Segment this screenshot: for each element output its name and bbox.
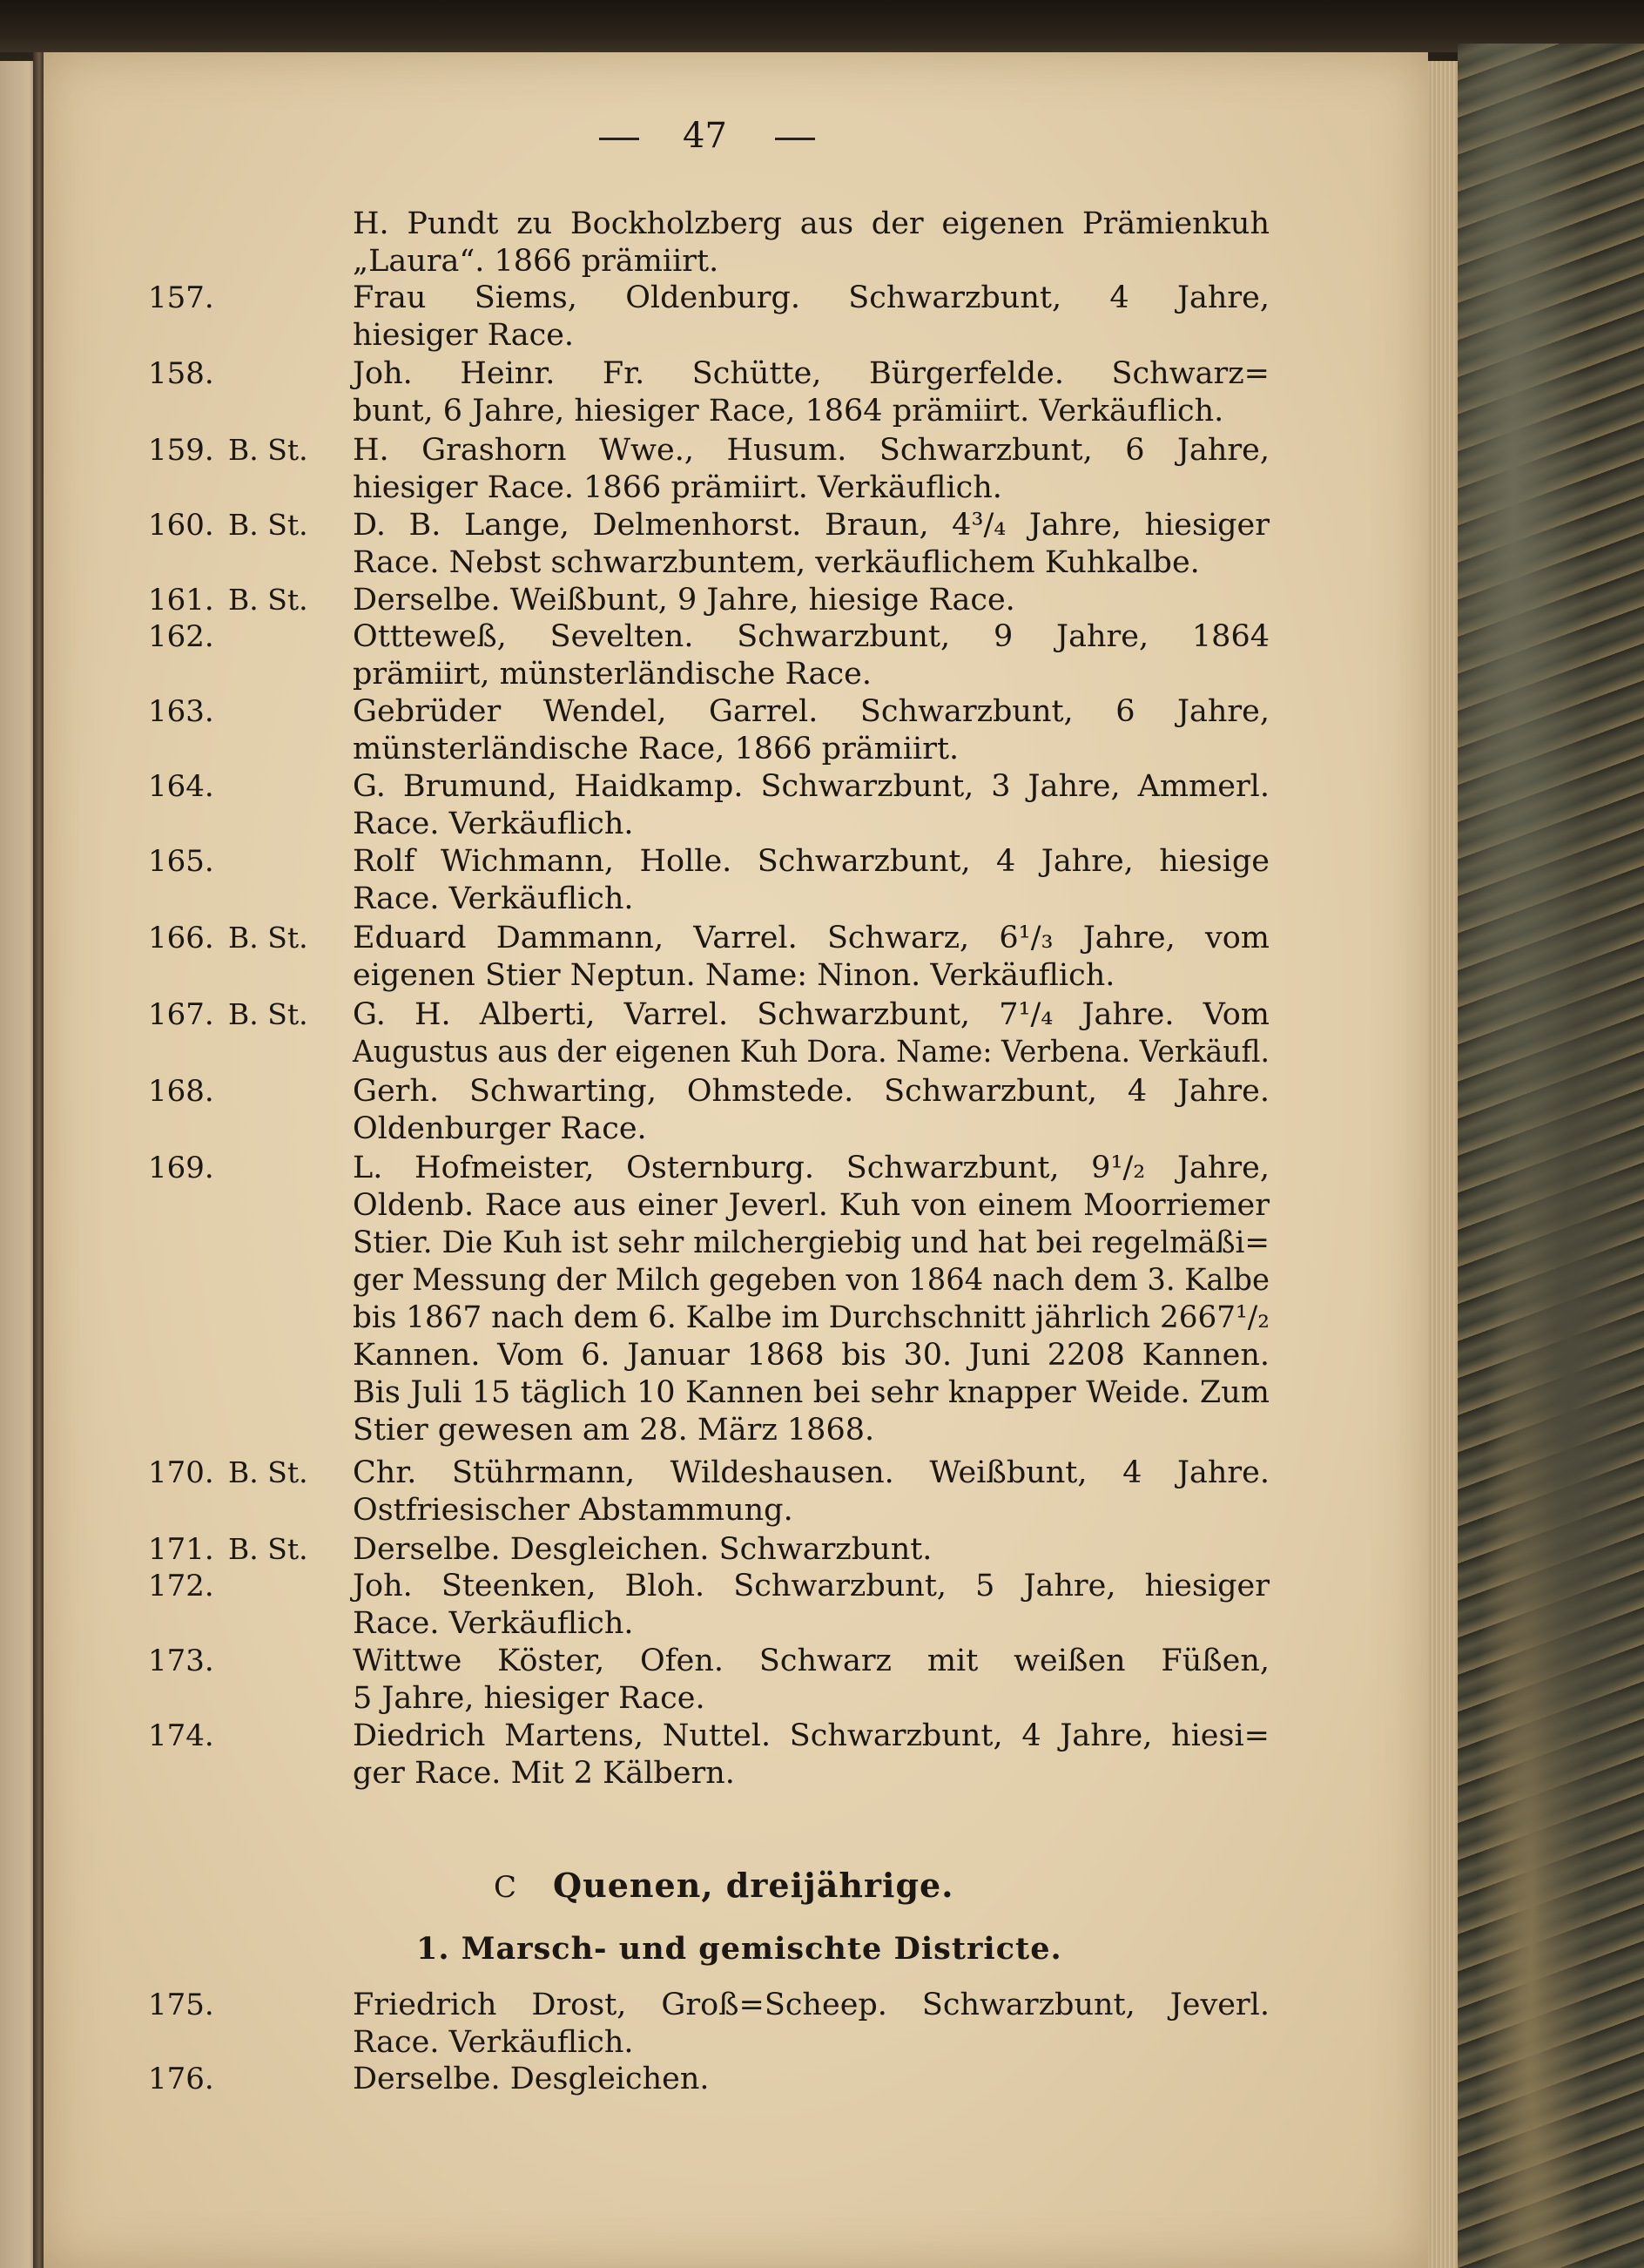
entry-line: Gebrüder Wendel, Garrel. Schwarzbunt, 6 Jahre, <box>353 694 1270 729</box>
page-number: 47 <box>683 116 727 156</box>
section-letter: C <box>494 1870 517 1905</box>
entry-number: 166. <box>148 921 214 955</box>
entry-line: G. H. Alberti, Varrel. Schwarzbunt, 7¹/₄ Jahre. Vom <box>353 997 1270 1032</box>
entry-line: Oldenburger Race. <box>353 1111 647 1146</box>
entry-number: 164. <box>148 769 214 804</box>
entry-number: 172. <box>148 1569 214 1603</box>
entry-line: Wittwe Köster, Ofen. Schwarz mit weißen Füßen, <box>353 1644 1270 1678</box>
entry-number: 169. <box>148 1151 214 1185</box>
entry-mark: B. St. <box>228 1455 308 1489</box>
entry-line: Derselbe. Desgleichen. <box>353 2062 710 2096</box>
entry-line: Race. Nebst schwarzbuntem, verkäuflichem Kuhkalbe. <box>353 545 1200 580</box>
entry-number: 161. <box>148 583 214 618</box>
entry-line: Chr. Stührmann, Wildeshausen. Weißbunt, 4 Jahre. <box>353 1455 1270 1490</box>
entry-mark: B. St. <box>228 508 308 542</box>
entry-number: 158. <box>148 356 214 391</box>
entry-number: 159. <box>148 433 214 468</box>
entry-number: 157. <box>148 280 214 315</box>
entry-line: Oldenb. Race aus einer Jeverl. Kuh von einem Moorriemer <box>353 1188 1270 1223</box>
entry-line: eigenen Stier Neptun. Name: Ninon. Verkäuflich. <box>353 958 1115 993</box>
entry-line: Diedrich Martens, Nuttel. Schwarzbunt, 4 Jahre, hiesi= <box>353 1718 1270 1753</box>
entry-line: Ottteweß, Sevelten. Schwarzbunt, 9 Jahre, 1864 <box>353 619 1270 654</box>
entry-mark: B. St. <box>228 433 308 467</box>
entry-line: bis 1867 nach dem 6. Kalbe im Durchschnitt jährlich 2667¹/₂ <box>353 1300 1270 1335</box>
entry-line: L. Hofmeister, Osternburg. Schwarzbunt, 9¹/₂ Jahre, <box>353 1151 1270 1185</box>
entry-line: Joh. Steenken, Bloh. Schwarzbunt, 5 Jahre, hiesiger <box>353 1569 1270 1603</box>
entry-mark: B. St. <box>228 921 308 955</box>
subsection-title: 1. Marsch- und gemischte Districte. <box>416 1931 1062 1967</box>
entry-line: Race. Verkäuflich. <box>353 2025 634 2060</box>
entry-line: „Laura“. 1866 prämiirt. <box>353 244 719 279</box>
entry-line: 5 Jahre, hiesiger Race. <box>353 1681 705 1716</box>
entry-line: Friedrich Drost, Groß=Scheep. Schwarzbunt, Jeverl. <box>353 1988 1270 2022</box>
facing-page-edge <box>0 61 37 2268</box>
entry-line: Derselbe. Desgleichen. Schwarzbunt. <box>353 1532 933 1567</box>
entry-line: Stier gewesen am 28. März 1868. <box>353 1413 875 1448</box>
entry-line: ger Race. Mit 2 Kälbern. <box>353 1756 735 1791</box>
marbled-cover-edge <box>1458 44 1644 2268</box>
entry-number: 168. <box>148 1074 214 1109</box>
entry-mark: B. St. <box>228 1532 308 1566</box>
entry-number: 162. <box>148 619 214 654</box>
entry-line: bunt, 6 Jahre, hiesiger Race, 1864 prämiirt. Verkäuflich. <box>353 394 1224 429</box>
entry-number: 167. <box>148 997 214 1032</box>
entry-line: Bis Juli 15 täglich 10 Kannen bei sehr knapper Weide. Zum <box>353 1375 1270 1410</box>
entry-line: G. Brumund, Haidkamp. Schwarzbunt, 3 Jahre, Ammerl. <box>353 769 1270 804</box>
entry-line: Kannen. Vom 6. Januar 1868 bis 30. Juni 2208 Kannen. <box>353 1338 1270 1373</box>
entry-mark: B. St. <box>228 583 308 617</box>
entry-line: Eduard Dammann, Varrel. Schwarz, 6¹/₃ Jahre, vom <box>353 921 1270 955</box>
entry-number: 163. <box>148 694 214 729</box>
entry-number: 175. <box>148 1988 214 2022</box>
entry-line: Race. Verkäuflich. <box>353 881 634 916</box>
header-dash-right <box>775 138 815 140</box>
entry-line: Gerh. Schwarting, Ohmstede. Schwarzbunt, 4 Jahre. <box>353 1074 1270 1109</box>
entry-line: Frau Siems, Oldenburg. Schwarzbunt, 4 Jahre, <box>353 280 1270 315</box>
entry-line: Joh. Heinr. Fr. Schütte, Bürgerfelde. Schwarz= <box>353 356 1270 391</box>
entry-line: prämiirt, münsterländische Race. <box>353 657 872 692</box>
entry-number: 160. <box>148 508 214 543</box>
entry-line: H. Pundt zu Bockholzberg aus der eigenen Prämienkuh <box>353 206 1270 241</box>
entry-line: ger Messung der Milch gegeben von 1864 nach dem 3. Kalbe <box>353 1263 1270 1298</box>
page-block-edges <box>1428 61 1458 2268</box>
header-dash-left <box>599 138 639 140</box>
entry-mark: B. St. <box>228 997 308 1031</box>
entry-number: 176. <box>148 2062 214 2096</box>
entry-line: Race. Verkäuflich. <box>353 807 634 841</box>
entry-number: 171. <box>148 1532 214 1567</box>
entry-number: 165. <box>148 844 214 879</box>
entry-line: Derselbe. Weißbunt, 9 Jahre, hiesige Race. <box>353 583 1015 618</box>
entry-line: Race. Verkäuflich. <box>353 1606 634 1641</box>
entry-number: 174. <box>148 1718 214 1753</box>
entry-line: Stier. Die Kuh ist sehr milchergiebig und hat bei regelmäßi= <box>353 1225 1270 1260</box>
entry-line: D. B. Lange, Delmenhorst. Braun, 4³/₄ Jahre, hiesiger <box>353 508 1270 543</box>
entry-line: Augustus aus der eigenen Kuh Dora. Name: Verbena. Verkäufl. <box>353 1035 1270 1070</box>
entry-line: Rolf Wichmann, Holle. Schwarzbunt, 4 Jahre, hiesige <box>353 844 1270 879</box>
entry-line: münsterländische Race, 1866 prämiirt. <box>353 732 960 766</box>
entry-line: H. Grashorn Wwe., Husum. Schwarzbunt, 6 Jahre, <box>353 433 1270 468</box>
entry-number: 173. <box>148 1644 214 1678</box>
book-top-edge <box>0 0 1644 52</box>
entry-line: hiesiger Race. <box>353 318 575 353</box>
section-title: Quenen, dreijährige. <box>553 1866 954 1905</box>
entry-number: 170. <box>148 1455 214 1490</box>
entry-line: Ostfriesischer Abstammung. <box>353 1493 793 1528</box>
entry-line: hiesiger Race. 1866 prämiirt. Verkäuflich. <box>353 470 1002 505</box>
